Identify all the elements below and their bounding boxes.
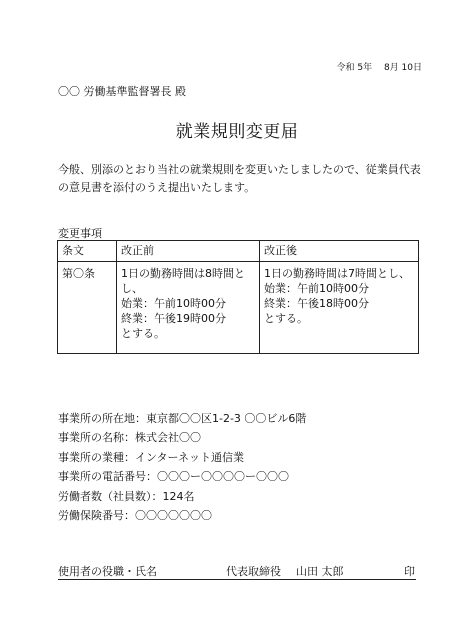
body-paragraph: 今般、別添のとおり当社の就業規則を変更いたしましたので、従業員代表の意見書を添付のうえ提出いたします。 (58, 163, 421, 194)
changes-table (57, 240, 419, 354)
after-line: 1日の勤務時間は7時間とし、 (264, 267, 410, 280)
document-title: 就業規則変更届 (175, 122, 299, 142)
business-info (58, 409, 306, 525)
seal-mark: 印 (404, 565, 415, 578)
signature-position: 代表取締役 (226, 565, 281, 578)
after-line: 始業：午前10時00分 (264, 282, 369, 295)
info-industry: 事業所の業種：インターネット通信業 (58, 450, 245, 464)
before-line: 終業：午後19時00分 (121, 312, 226, 325)
before-line: とする。 (121, 327, 165, 340)
after-line: とする。 (264, 312, 308, 325)
after-line: 終業：午後18時00分 (264, 297, 369, 310)
table-header-row (58, 241, 419, 262)
signature-line (58, 563, 416, 580)
before-line: 始業：午前10時00分 (121, 297, 226, 310)
table-row (58, 262, 419, 354)
info-address: 事業所の所在地：東京都〇〇区1-2-3 〇〇ビル6階 (58, 412, 307, 425)
cell-after (260, 262, 419, 354)
addressee: 〇〇 労働基準監督署長 殿 (58, 85, 186, 98)
info-insurance-number: 労働保険番号：〇〇〇〇〇〇〇 (58, 508, 212, 522)
signature-label: 使用者の役職・氏名 (58, 565, 157, 578)
info-employee-count: 労働者数（社員数）：124名 (58, 489, 195, 503)
info-phone: 事業所の電話番号：〇〇〇ー〇〇〇〇ー〇〇〇 (58, 470, 289, 484)
header-article: 条文 (58, 241, 117, 262)
signature-name: 山田 太郎 (296, 565, 344, 578)
header-after: 改正後 (260, 241, 419, 262)
cell-article: 第〇条 (58, 262, 117, 354)
submission-date: 令和 5年 8月 10日 (336, 63, 422, 73)
changes-section-label: 変更事項 (58, 227, 102, 240)
before-line: 1日の勤務時間は8時間とし、 (121, 267, 245, 295)
info-company-name: 事業所の名称：株式会社〇〇 (58, 431, 201, 445)
header-before: 改正前 (117, 241, 260, 262)
cell-before (117, 262, 260, 354)
